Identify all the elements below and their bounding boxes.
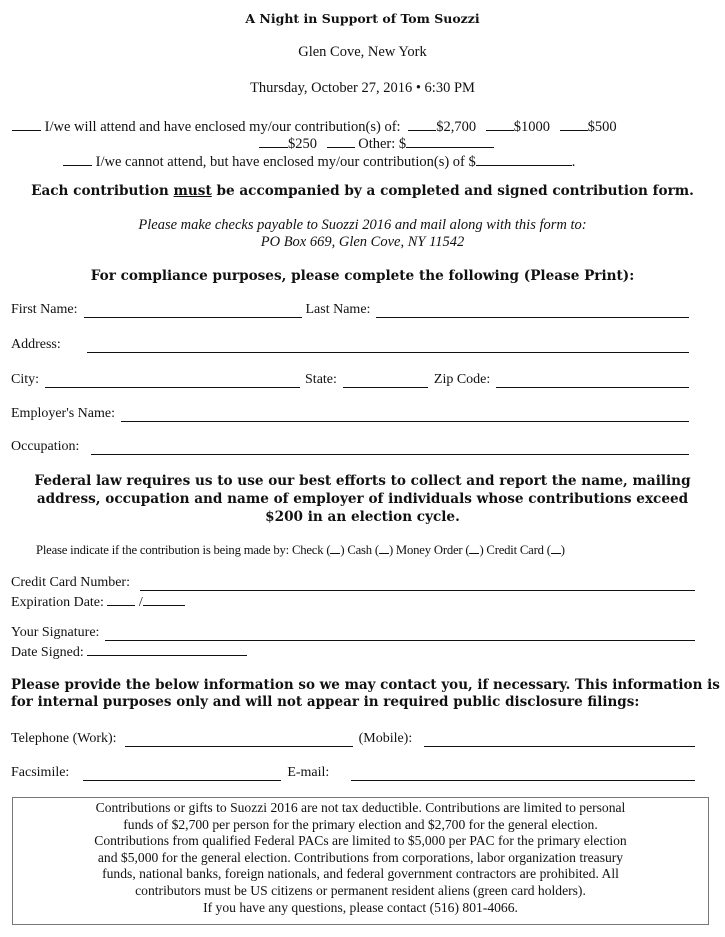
notice-line-1: Contributions or gifts to Suozzi 2016 are not tax deductible. Contributions are limited to personal [95,800,626,815]
checks-payable: Please make checks payable to Suozzi 2016 and mail along with this form to: [138,217,587,233]
cannot-attend-text: I/we cannot attend, but have enclosed my/our contribution(s) of $ [95,154,476,170]
contact-notice-2: for internal purposes only and will not appear in required public disclosure filings: [11,694,640,710]
card-number-field[interactable] [140,578,695,591]
last-name-field[interactable] [376,305,689,318]
expiration-year-field[interactable] [143,592,185,606]
mobile-label: (Mobile): [358,731,413,746]
address-field[interactable] [87,340,689,353]
signature-row [11,624,695,641]
amount-250-checkbox[interactable] [259,134,288,148]
date-signed-row [11,642,247,661]
federal-notice-3: $200 in an election cycle. [265,509,460,525]
event-title: A Night in Support of Tom Suozzi [245,11,480,26]
telephone-work-field[interactable] [125,734,353,747]
event-location: Glen Cove, New York [298,44,427,60]
facsimile-label: Facsimile: [11,765,70,780]
expiration-label: Expiration Date: [11,595,104,610]
cannot-attend-checkbox[interactable] [63,152,92,166]
amount-2700-checkbox[interactable] [408,117,436,131]
other-label: Other: $ [358,136,407,152]
date-signed-field[interactable] [87,642,247,656]
occupation-row [11,438,689,455]
employer-label: Employer's Name: [11,406,115,421]
email-label: E-mail: [287,765,330,780]
amount-250-label: $250 [288,136,317,152]
zip-label: Zip Code: [433,372,491,387]
other-amount-field[interactable] [406,134,494,148]
city-field[interactable] [45,375,300,388]
event-datetime: Thursday, October 27, 2016 • 6:30 PM [250,80,475,96]
contact-notice-1: Please provide the below information so we may contact you, if necessary. This information is [11,677,720,693]
notice-line-6: contributors must be US citizens or permanent resident aliens (green card holders). [135,882,586,898]
payment-prompt: Please indicate if the contribution is being made by: [36,543,289,557]
compliance-heading: For compliance purposes, please complete the following (Please Print): [90,268,635,284]
notice-line-2: funds of $2,700 per person for the primary election and $2,700 for the general election. [123,816,598,832]
period: . [571,154,576,170]
requirement-after: be accompanied by a completed and signed contribution form. [211,183,694,199]
amount-500-label: $500 [587,119,617,135]
state-label: State: [305,372,337,387]
amount-2700-label: $2,700 [436,119,477,135]
notice-line-3: Contributions from qualified Federal PACs are limited to $5,000 per PAC for the primary election [94,833,627,849]
signature-field[interactable] [105,628,695,641]
first-name-label: First Name: [11,302,78,317]
legal-notice-box [12,797,709,925]
date-signed-label: Date Signed: [11,645,84,660]
telephone-work-label: Telephone (Work): [11,731,117,746]
card-number-label: Credit Card Number: [11,575,130,590]
amount-1000-label: $1000 [513,119,550,135]
zip-field[interactable] [496,375,689,388]
credit-card-label: ) Credit Card ( [479,543,551,557]
federal-notice-1: Federal law requires us to use our best efforts to collect and report the name, mailing [34,473,691,489]
notice-line-4: and $5,000 for the general election. Contributions from corporations, labor organization treasury [97,849,624,865]
mailing-address: PO Box 669, Glen Cove, NY 11542 [260,234,465,250]
occupation-field[interactable] [91,442,689,455]
credit-card-box[interactable] [551,542,561,554]
requirement-must: must [173,183,212,199]
signature-label: Your Signature: [11,625,100,640]
requirement-notice [0,183,725,200]
federal-notice-2: address, occupation and name of employer of individuals whose contributions exceed [36,491,689,507]
notice-line-7: If you have any questions, please contact (516) 801-4066. [203,899,518,915]
occupation-label: Occupation: [11,439,80,454]
expiration-slash: / [138,595,143,610]
requirement-before: Each contribution [31,183,174,199]
check-label: Check ( [291,543,331,557]
name-row [11,301,689,318]
amount-1000-checkbox[interactable] [486,117,514,131]
money-order-label: ) Money Order ( [388,543,470,557]
expiration-row [11,592,185,611]
email-field[interactable] [351,768,695,781]
state-field[interactable] [343,375,428,388]
cannot-attend-amount-field[interactable] [476,152,572,166]
address-row [11,336,689,353]
notice-line-5: funds, national banks, foreign nationals, and federal government contractors are prohibited. All [102,866,619,882]
mobile-field[interactable] [424,734,695,747]
amount-500-checkbox[interactable] [560,117,588,131]
expiration-month-field[interactable] [107,592,135,606]
money-order-box[interactable] [469,542,479,554]
card-number-row [11,574,695,591]
close-paren: ) [560,543,565,557]
address-label: Address: [11,337,61,352]
amount-other-checkbox[interactable] [327,134,355,148]
city-row [11,371,689,388]
employer-field[interactable] [121,409,689,422]
check-box[interactable] [330,542,340,554]
city-label: City: [11,372,40,387]
attend-checkbox[interactable] [12,117,41,131]
cannot-attend-line [63,152,575,171]
payment-method-row [36,542,565,559]
employer-row [11,405,689,422]
last-name-label: Last Name: [305,302,371,317]
attend-text: I/we will attend and have enclosed my/our contribution(s) of: [44,119,401,135]
first-name-field[interactable] [84,305,302,318]
fax-email-row [11,764,695,781]
facsimile-field[interactable] [83,768,281,781]
attend-line-2 [259,134,494,153]
cash-label: ) Cash ( [340,543,379,557]
telephone-row [11,730,695,747]
cash-box[interactable] [379,542,389,554]
